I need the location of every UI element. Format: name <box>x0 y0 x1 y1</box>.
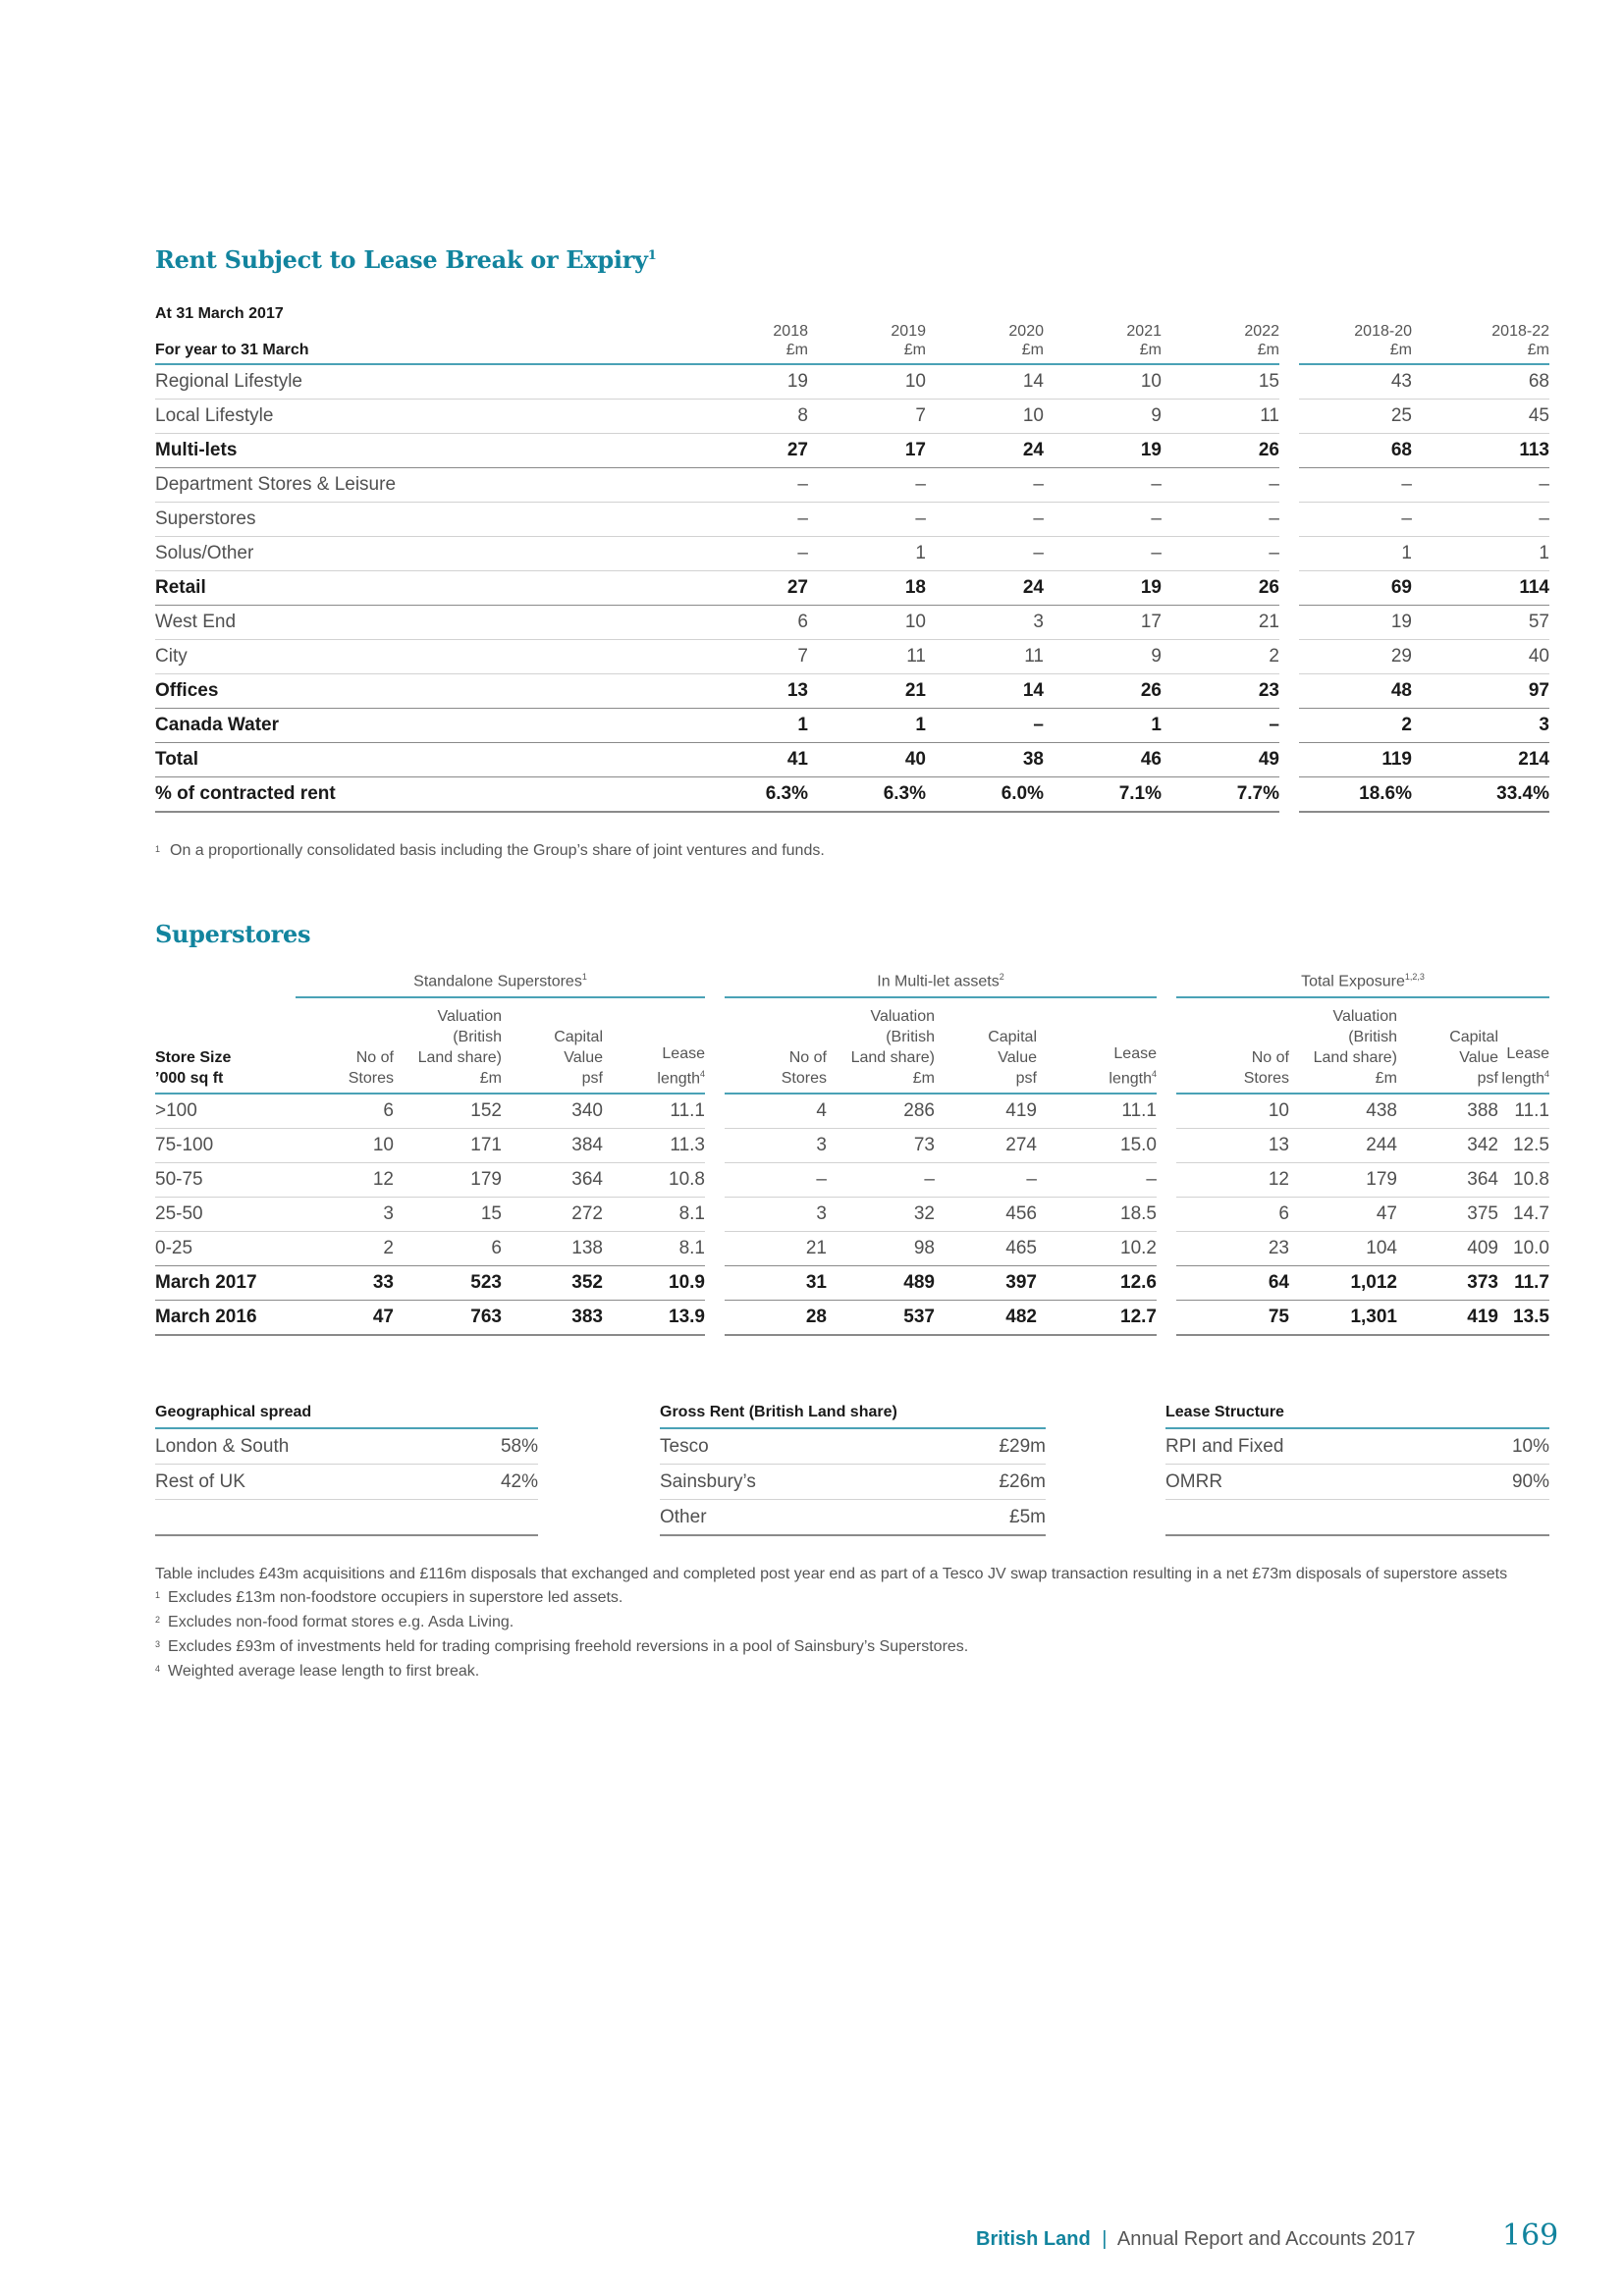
superstores-cell: 388 <box>1397 1094 1498 1129</box>
rent-cell: 214 <box>1412 743 1549 777</box>
footer-brand: British Land <box>976 2228 1091 2250</box>
superstores-row <box>155 1094 1549 1129</box>
rent-cell: 114 <box>1412 571 1549 606</box>
rent-row-label: Regional Lifestyle <box>155 364 685 400</box>
superstores-subheader-lease: Lease length$^4$ <box>1498 997 1549 1094</box>
rent-cell: – <box>1162 468 1279 503</box>
superstores-subheader-capital: Capital Value psf <box>1397 997 1498 1094</box>
rent-cell: 6.0% <box>926 777 1044 813</box>
rent-table <box>155 304 1549 813</box>
rent-cell: – <box>1162 709 1279 743</box>
superstores-subheader-lease: Lease length$^4$ <box>603 997 705 1094</box>
superstores-row-label: 25-50 <box>155 1198 296 1232</box>
superstores-cell: 465 <box>935 1232 1037 1266</box>
rent-cell: 29 <box>1299 640 1412 674</box>
rent-cell: 24 <box>926 571 1044 606</box>
superstores-cell: 11.3 <box>603 1129 705 1163</box>
superstores-row-label: 75-100 <box>155 1129 296 1163</box>
rent-cell: 8 <box>685 400 808 434</box>
rent-section-title <box>155 245 656 274</box>
rent-cell: 27 <box>685 434 808 468</box>
superstores-cell: 10.8 <box>1498 1163 1549 1198</box>
rent-cell: 48 <box>1299 674 1412 709</box>
rent-cell: 45 <box>1412 400 1549 434</box>
rent-cell: 14 <box>926 674 1044 709</box>
rent-as-at: At 31 March 2017 <box>155 305 284 322</box>
superstores-cell: – <box>935 1163 1037 1198</box>
superstores-cell: 409 <box>1397 1232 1498 1266</box>
geo-row <box>155 1465 538 1500</box>
gross-label: Tesco <box>660 1428 853 1465</box>
geo-label: Rest of UK <box>155 1465 347 1500</box>
rent-cell: 43 <box>1299 364 1412 400</box>
rent-cell: 10 <box>808 364 926 400</box>
rent-cell: 97 <box>1412 674 1549 709</box>
rent-cell: 19 <box>685 364 808 400</box>
rent-row <box>155 743 1549 777</box>
rent-cell: – <box>685 468 808 503</box>
superstores-cell: 138 <box>502 1232 603 1266</box>
superstores-row-label: March 2017 <box>155 1266 296 1301</box>
superstores-cell: – <box>725 1163 827 1198</box>
rent-cell: 26 <box>1044 674 1162 709</box>
superstores-cell: 75 <box>1176 1301 1289 1336</box>
rent-cell: 26 <box>1162 571 1279 606</box>
superstores-cell: 8.1 <box>603 1232 705 1266</box>
superstores-cell: 482 <box>935 1301 1037 1336</box>
superstores-cell: 179 <box>394 1163 502 1198</box>
superstores-cell: 23 <box>1176 1232 1289 1266</box>
rent-col-header: 2018-22 £m <box>1412 304 1549 364</box>
superstores-subheader-valuation: Valuation (British Land share) £m <box>827 997 935 1094</box>
rent-col-header: 2019 £m <box>808 304 926 364</box>
rent-row-label: % of contracted rent <box>155 777 685 813</box>
rent-cell: 3 <box>1412 709 1549 743</box>
rent-row-label: Canada Water <box>155 709 685 743</box>
rent-cell: 3 <box>926 606 1044 640</box>
lease-structure-row <box>1165 1465 1549 1500</box>
rent-cell: 10 <box>1044 364 1162 400</box>
lease-structure-label: RPI and Fixed <box>1165 1428 1358 1465</box>
rent-cell: 19 <box>1044 434 1162 468</box>
superstores-row <box>155 1266 1549 1301</box>
superstores-row-label: 50-75 <box>155 1163 296 1198</box>
rent-row-label: Department Stores & Leisure <box>155 468 685 503</box>
rent-row <box>155 503 1549 537</box>
rent-row <box>155 777 1549 813</box>
superstores-cell: 373 <box>1397 1266 1498 1301</box>
geo-label: London & South <box>155 1428 347 1465</box>
superstores-cell: 10.8 <box>603 1163 705 1198</box>
superstores-cell: 13.5 <box>1498 1301 1549 1336</box>
superstores-cell: 11.1 <box>1498 1094 1549 1129</box>
rent-row-label: Local Lifestyle <box>155 400 685 434</box>
superstores-cell: 10.2 <box>1037 1232 1157 1266</box>
superstores-subheader-valuation: Valuation (British Land share) £m <box>1289 997 1397 1094</box>
rent-cell: – <box>1044 468 1162 503</box>
note-item: $^1$ Excludes £13m non-foodstore occupiers in superstore led assets. <box>155 1589 623 1606</box>
superstores-cell: 28 <box>725 1301 827 1336</box>
superstores-group-row <box>155 972 1549 997</box>
rent-cell: – <box>1162 537 1279 571</box>
rent-cell: 7.1% <box>1044 777 1162 813</box>
rent-col-label: For year to 31 March <box>155 342 309 358</box>
geo-table <box>155 1404 538 1536</box>
superstores-cell: 523 <box>394 1266 502 1301</box>
footer-separator: | <box>1102 2228 1108 2250</box>
rent-row-label: Total <box>155 743 685 777</box>
rent-cell: 10 <box>926 400 1044 434</box>
note-item: $^2$ Excludes non-food format stores e.g. Asda Living. <box>155 1614 514 1630</box>
superstores-cell: 12 <box>296 1163 394 1198</box>
rent-row-label: Multi-lets <box>155 434 685 468</box>
gross-rent-header: Gross Rent (British Land share) <box>660 1404 1046 1428</box>
superstores-cell: 11.1 <box>1037 1094 1157 1129</box>
superstores-cell: 340 <box>502 1094 603 1129</box>
superstores-cell: 489 <box>827 1266 935 1301</box>
rent-col-header: 2021 £m <box>1044 304 1162 364</box>
superstores-cell: 31 <box>725 1266 827 1301</box>
rent-row <box>155 468 1549 503</box>
superstores-cell: 419 <box>935 1094 1037 1129</box>
superstores-cell: 152 <box>394 1094 502 1129</box>
geo-value: 42% <box>347 1465 538 1500</box>
rent-col-header: 2022 £m <box>1162 304 1279 364</box>
lease-structure-value: 90% <box>1358 1465 1550 1500</box>
rent-cell: 19 <box>1299 606 1412 640</box>
page-footer <box>976 2228 1415 2251</box>
superstores-row <box>155 1163 1549 1198</box>
rent-header-label <box>155 304 685 364</box>
rent-cell: 7.7% <box>1162 777 1279 813</box>
rent-col-header: 2018 £m <box>685 304 808 364</box>
superstores-cell: 12 <box>1176 1163 1289 1198</box>
rent-row-label: Solus/Other <box>155 537 685 571</box>
superstores-cell: – <box>827 1163 935 1198</box>
rent-row <box>155 674 1549 709</box>
rent-cell: 17 <box>1044 606 1162 640</box>
superstores-cell: – <box>1037 1163 1157 1198</box>
geo-header: Geographical spread <box>155 1404 538 1428</box>
lease-structure-value: 10% <box>1358 1428 1550 1465</box>
superstores-cell: 383 <box>502 1301 603 1336</box>
rent-title-text: Rent Subject to Lease Break or Expiry <box>155 245 648 274</box>
superstores-table-body <box>155 1094 1549 1335</box>
superstores-cell: 763 <box>394 1301 502 1336</box>
rent-cell: 2 <box>1162 640 1279 674</box>
rent-cell: – <box>685 503 808 537</box>
superstores-cell: 10 <box>1176 1094 1289 1129</box>
superstores-cell: 419 <box>1397 1301 1498 1336</box>
rent-cell: 69 <box>1299 571 1412 606</box>
superstores-cell: 286 <box>827 1094 935 1129</box>
rent-cell: – <box>1044 503 1162 537</box>
rent-cell: 7 <box>685 640 808 674</box>
superstores-cell: 274 <box>935 1129 1037 1163</box>
rent-col-header: 2018-20 £m <box>1299 304 1412 364</box>
rent-cell: 9 <box>1044 640 1162 674</box>
rent-cell: 6.3% <box>685 777 808 813</box>
superstores-cell: 179 <box>1289 1163 1397 1198</box>
superstores-cell: 73 <box>827 1129 935 1163</box>
footnote-marker: 1 <box>155 844 161 854</box>
superstores-cell: 3 <box>725 1129 827 1163</box>
superstores-cell: 537 <box>827 1301 935 1336</box>
geo-row <box>155 1428 538 1465</box>
rent-cell: 40 <box>1412 640 1549 674</box>
superstores-cell: 11.1 <box>603 1094 705 1129</box>
group-total-exposure: Total Exposure$^{1,2,3}$ <box>1176 972 1549 997</box>
rent-cell: 14 <box>926 364 1044 400</box>
superstores-cell: 10 <box>296 1129 394 1163</box>
superstores-header-row <box>155 997 1549 1094</box>
superstores-row-label: March 2016 <box>155 1301 296 1336</box>
rent-cell: 17 <box>808 434 926 468</box>
superstores-cell: 11.7 <box>1498 1266 1549 1301</box>
superstores-cell: 47 <box>296 1301 394 1336</box>
rent-table-body <box>155 364 1549 812</box>
rent-cell: 1 <box>685 709 808 743</box>
superstores-cell: 2 <box>296 1232 394 1266</box>
rent-cell: 1 <box>808 709 926 743</box>
superstores-row <box>155 1301 1549 1336</box>
superstores-cell: 10.9 <box>603 1266 705 1301</box>
rent-cell: – <box>926 503 1044 537</box>
rent-cell: 1 <box>1412 537 1549 571</box>
superstores-subheader-stores: No of Stores <box>296 997 394 1094</box>
superstores-row <box>155 1198 1549 1232</box>
superstores-cell: 64 <box>1176 1266 1289 1301</box>
superstores-subheader-valuation: Valuation (British Land share) £m <box>394 997 502 1094</box>
rent-row <box>155 434 1549 468</box>
superstores-cell: 6 <box>394 1232 502 1266</box>
superstores-cell: 104 <box>1289 1232 1397 1266</box>
superstores-cell: 8.1 <box>603 1198 705 1232</box>
superstores-cell: 33 <box>296 1266 394 1301</box>
notes-list <box>155 1586 1549 1684</box>
rent-cell: 40 <box>808 743 926 777</box>
rent-row-label: West End <box>155 606 685 640</box>
rent-cell: 23 <box>1162 674 1279 709</box>
rent-cell: 1 <box>808 537 926 571</box>
superstores-cell: 364 <box>502 1163 603 1198</box>
superstores-cell: 12.6 <box>1037 1266 1157 1301</box>
superstores-cell: 384 <box>502 1129 603 1163</box>
superstores-cell: 171 <box>394 1129 502 1163</box>
superstores-row-label: 0-25 <box>155 1232 296 1266</box>
superstores-subheader-capital: Capital Value psf <box>502 997 603 1094</box>
note-item: $^4$ Weighted average lease length to first break. <box>155 1663 480 1680</box>
footer-report-title: Annual Report and Accounts 2017 <box>1116 2228 1416 2250</box>
superstores-cell: 3 <box>725 1198 827 1232</box>
rent-cell: 18.6% <box>1299 777 1412 813</box>
superstores-title-text: Superstores <box>155 920 311 948</box>
superstores-cell: 12.5 <box>1498 1129 1549 1163</box>
gross-value: £26m <box>853 1465 1047 1500</box>
superstores-cell: 13 <box>1176 1129 1289 1163</box>
superstores-cell: 18.5 <box>1037 1198 1157 1232</box>
rent-cell: 15 <box>1162 364 1279 400</box>
rent-cell: – <box>1162 503 1279 537</box>
rent-cell: 41 <box>685 743 808 777</box>
superstores-subheader-lease: Lease length$^4$ <box>1037 997 1157 1094</box>
gross-row <box>660 1428 1046 1465</box>
rent-cell: 68 <box>1412 364 1549 400</box>
superstores-cell: 272 <box>502 1198 603 1232</box>
rent-cell: 1 <box>1299 537 1412 571</box>
rent-cell: 13 <box>685 674 808 709</box>
rent-footnote <box>155 839 825 864</box>
gross-row <box>660 1500 1046 1536</box>
rent-row <box>155 709 1549 743</box>
notes-intro: Table includes £43m acquisitions and £116m disposals that exchanged and completed post year end as part of a Tesco JV swap transaction resulting in a net £73m disposals of superstore assets <box>155 1566 1508 1582</box>
rent-cell: 24 <box>926 434 1044 468</box>
rent-cell: 9 <box>1044 400 1162 434</box>
gross-rent-table <box>660 1404 1046 1536</box>
footnote-text: On a proportionally consolidated basis including the Group’s share of joint ventures and funds. <box>170 842 825 859</box>
rent-cell: 113 <box>1412 434 1549 468</box>
superstores-cell: 352 <box>502 1266 603 1301</box>
rent-cell: 11 <box>1162 400 1279 434</box>
lease-structure-header: Lease Structure <box>1165 1404 1549 1428</box>
page-number: 169 <box>1502 2218 1559 2253</box>
rent-row <box>155 364 1549 400</box>
superstores-cell: 21 <box>725 1232 827 1266</box>
rent-cell: 6 <box>685 606 808 640</box>
superstores-cell: 244 <box>1289 1129 1397 1163</box>
rent-cell: 11 <box>808 640 926 674</box>
rent-cell: 25 <box>1299 400 1412 434</box>
rent-cell: – <box>1299 468 1412 503</box>
rent-row <box>155 640 1549 674</box>
superstores-cell: 438 <box>1289 1094 1397 1129</box>
rent-row <box>155 606 1549 640</box>
superstores-cell: 342 <box>1397 1129 1498 1163</box>
store-size-header: Store Size ’000 sq ft <box>155 997 296 1094</box>
rent-cell: 26 <box>1162 434 1279 468</box>
rent-cell: 11 <box>926 640 1044 674</box>
superstores-cell: 10.0 <box>1498 1232 1549 1266</box>
rent-cell: – <box>808 503 926 537</box>
rent-cell: 68 <box>1299 434 1412 468</box>
superstores-cell: 32 <box>827 1198 935 1232</box>
rent-cell: 6.3% <box>808 777 926 813</box>
rent-cell: 10 <box>808 606 926 640</box>
rent-cell: – <box>926 709 1044 743</box>
rent-cell: – <box>1412 503 1549 537</box>
superstores-cell: 6 <box>296 1094 394 1129</box>
lease-structure-row <box>1165 1428 1549 1465</box>
rent-cell: 19 <box>1044 571 1162 606</box>
superstores-cell: 375 <box>1397 1198 1498 1232</box>
rent-row-label: Superstores <box>155 503 685 537</box>
rent-row-label: Retail <box>155 571 685 606</box>
rent-title-sup: 1 <box>647 248 657 263</box>
superstores-cell: 456 <box>935 1198 1037 1232</box>
rent-row <box>155 400 1549 434</box>
superstores-cell: 364 <box>1397 1163 1498 1198</box>
group-standalone: Standalone Superstores$^1$ <box>296 972 705 997</box>
rent-cell: 27 <box>685 571 808 606</box>
rent-cell: 2 <box>1299 709 1412 743</box>
lease-structure-label: OMRR <box>1165 1465 1358 1500</box>
rent-col-header: 2020 £m <box>926 304 1044 364</box>
rent-cell: 7 <box>808 400 926 434</box>
superstores-cell: 397 <box>935 1266 1037 1301</box>
gross-label: Other <box>660 1500 853 1536</box>
rent-cell: – <box>926 537 1044 571</box>
rent-cell: 18 <box>808 571 926 606</box>
gross-value: £29m <box>853 1428 1047 1465</box>
gross-label: Sainsbury’s <box>660 1465 853 1500</box>
superstores-cell: 6 <box>1176 1198 1289 1232</box>
rent-row-label: Offices <box>155 674 685 709</box>
superstores-section-title <box>155 920 310 948</box>
rent-row-label: City <box>155 640 685 674</box>
gross-row <box>660 1465 1046 1500</box>
geo-value: 58% <box>347 1428 538 1465</box>
superstores-cell: 14.7 <box>1498 1198 1549 1232</box>
rent-cell: 119 <box>1299 743 1412 777</box>
rent-cell: 46 <box>1044 743 1162 777</box>
superstores-cell: 15.0 <box>1037 1129 1157 1163</box>
superstores-cell: 3 <box>296 1198 394 1232</box>
rent-header-row <box>155 304 1549 364</box>
rent-row <box>155 537 1549 571</box>
superstores-table <box>155 972 1549 1336</box>
rent-cell: – <box>1412 468 1549 503</box>
note-item: $^3$ Excludes £93m of investments held for trading comprising freehold reversions in a pool of Sainsbury’s Superstores. <box>155 1638 969 1655</box>
rent-cell: – <box>1299 503 1412 537</box>
superstores-subheader-stores: No of Stores <box>1176 997 1289 1094</box>
rent-cell: 57 <box>1412 606 1549 640</box>
superstores-cell: 47 <box>1289 1198 1397 1232</box>
superstores-row <box>155 1232 1549 1266</box>
superstores-subheader-stores: No of Stores <box>725 997 827 1094</box>
lease-structure-table <box>1165 1404 1549 1536</box>
superstores-row-label: >100 <box>155 1094 296 1129</box>
gross-value: £5m <box>853 1500 1047 1536</box>
rent-cell: 21 <box>808 674 926 709</box>
rent-cell: – <box>926 468 1044 503</box>
superstores-row <box>155 1129 1549 1163</box>
rent-cell: 49 <box>1162 743 1279 777</box>
superstores-cell: 4 <box>725 1094 827 1129</box>
rent-cell: 1 <box>1044 709 1162 743</box>
rent-cell: – <box>685 537 808 571</box>
superstores-cell: 15 <box>394 1198 502 1232</box>
superstores-cell: 98 <box>827 1232 935 1266</box>
rent-row <box>155 571 1549 606</box>
rent-cell: 21 <box>1162 606 1279 640</box>
superstores-subheader-capital: Capital Value psf <box>935 997 1037 1094</box>
superstores-cell: 12.7 <box>1037 1301 1157 1336</box>
rent-cell: 33.4% <box>1412 777 1549 813</box>
superstores-cell: 13.9 <box>603 1301 705 1336</box>
group-multilet: In Multi-let assets$^2$ <box>725 972 1157 997</box>
superstores-notes <box>155 1563 1549 1684</box>
superstores-cell: 1,012 <box>1289 1266 1397 1301</box>
rent-cell: 38 <box>926 743 1044 777</box>
rent-cell: – <box>808 468 926 503</box>
superstores-cell: 1,301 <box>1289 1301 1397 1336</box>
rent-cell: – <box>1044 537 1162 571</box>
